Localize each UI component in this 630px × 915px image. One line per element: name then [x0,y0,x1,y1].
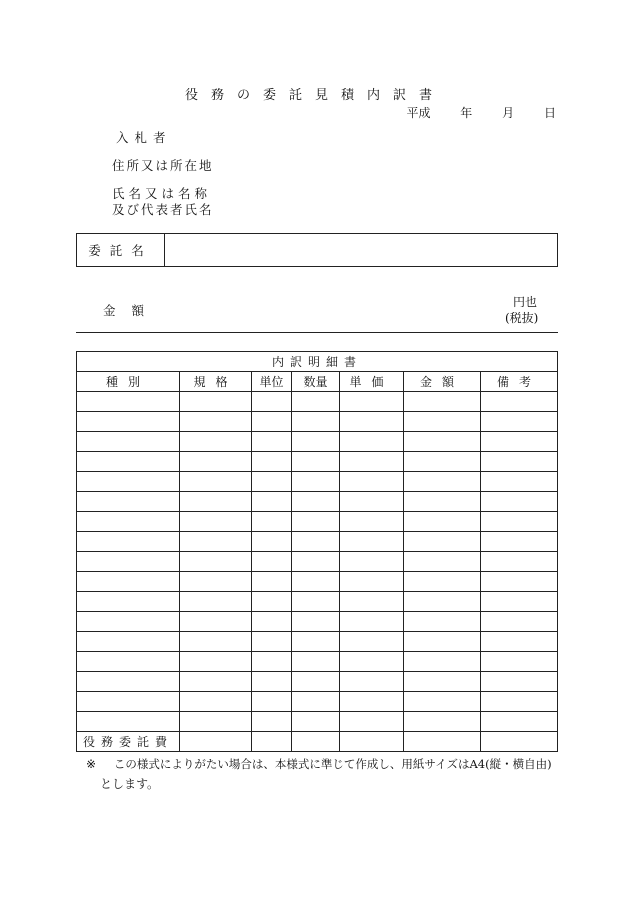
header-tani: 単位 [252,372,292,392]
table-cell[interactable] [77,392,180,412]
document-title: 役務の委託見積内訳書 [184,88,445,103]
table-cell[interactable] [77,652,180,672]
table-cell[interactable] [77,612,180,632]
table-cell[interactable] [404,652,481,672]
date-day: 日 [543,106,556,120]
table-cell[interactable] [404,712,481,732]
table-cell[interactable] [77,412,180,432]
table-cell[interactable] [481,492,558,512]
table-cell[interactable] [481,392,558,412]
footnote [88,754,568,794]
table-cell[interactable] [340,592,404,612]
table-cell[interactable] [340,492,404,512]
table-cell[interactable] [340,412,404,432]
table-cell[interactable] [292,492,340,512]
table-row [77,612,558,632]
table-cell[interactable] [77,592,180,612]
table-caption: 内訳明細書 [77,352,558,372]
table-cell[interactable] [340,632,404,652]
table-cell[interactable] [340,452,404,472]
table-cell[interactable] [180,472,252,492]
table-cell[interactable] [404,452,481,472]
table-cell[interactable] [77,492,180,512]
table-cell[interactable] [404,572,481,592]
table-row [77,572,558,592]
table-cell[interactable] [180,712,252,732]
table-cell[interactable] [340,672,404,692]
table-cell[interactable] [481,452,558,472]
table-cell[interactable] [180,532,252,552]
table-cell[interactable] [252,592,292,612]
header-tanka: 単価 [340,372,404,392]
footnote-line1: この様式によりがたい場合は、本様式に準じて作成し、用紙サイズはA4(縦・横自由) [113,757,552,771]
table-cell[interactable] [180,632,252,652]
table-cell[interactable] [404,432,481,452]
address-label: 住所又は所在地 [112,158,214,173]
table-cell[interactable] [340,472,404,492]
table-cell[interactable] [292,552,340,572]
footnote-mark: ※ [86,757,97,771]
table-cell[interactable] [481,532,558,552]
total-cell[interactable] [340,732,404,752]
table-cell[interactable] [252,652,292,672]
table-cell[interactable] [252,512,292,532]
table-cell[interactable] [481,672,558,692]
table-row [77,472,558,492]
table-cell[interactable] [340,612,404,632]
table-cell[interactable] [77,632,180,652]
total-cell[interactable] [481,732,558,752]
table-cell[interactable] [404,692,481,712]
table-cell[interactable] [292,612,340,632]
table-cell[interactable] [252,412,292,432]
table-cell[interactable] [180,452,252,472]
table-cell[interactable] [180,492,252,512]
table-cell[interactable] [340,552,404,572]
total-cell[interactable] [292,732,340,752]
table-cell[interactable] [252,472,292,492]
table-cell[interactable] [481,412,558,432]
table-cell[interactable] [481,432,558,452]
table-row [77,412,558,432]
table-cell[interactable] [404,672,481,692]
detail-table [76,351,558,752]
table-cell[interactable] [77,532,180,552]
table-cell[interactable] [481,552,558,572]
total-cell[interactable] [404,732,481,752]
table-total-row [77,732,558,752]
tax-note: (税抜) [505,311,539,325]
table-cell[interactable] [180,692,252,712]
date-era: 平成 [406,106,431,120]
table-cell[interactable] [481,612,558,632]
table-row [77,672,558,692]
table-header-row [77,372,558,392]
table-cell[interactable] [340,392,404,412]
table-cell[interactable] [404,492,481,512]
amount-unit: 円也 [513,295,538,309]
table-cell[interactable] [292,692,340,712]
header-kikaku: 規格 [180,372,252,392]
table-cell[interactable] [180,512,252,532]
table-cell[interactable] [252,632,292,652]
table-cell[interactable] [252,552,292,572]
date-year: 年 [460,106,473,120]
table-cell[interactable] [481,712,558,732]
table-row [77,652,558,672]
table-cell[interactable] [481,572,558,592]
table-cell[interactable] [340,652,404,672]
table-cell[interactable] [180,592,252,612]
table-cell[interactable] [404,592,481,612]
table-cell[interactable] [292,672,340,692]
total-label: 役務委託費 [77,732,180,752]
table-cell[interactable] [252,392,292,412]
table-body [77,392,558,732]
table-cell[interactable] [292,452,340,472]
table-cell[interactable] [292,412,340,432]
total-cell[interactable] [180,732,252,752]
table-cell[interactable] [252,672,292,692]
table-cell[interactable] [252,532,292,552]
table-row [77,492,558,512]
table-cell[interactable] [180,552,252,572]
table-cell[interactable] [292,532,340,552]
itaku-name-box [76,233,558,267]
table-cell[interactable] [180,572,252,592]
table-cell[interactable] [77,552,180,572]
table-row [77,432,558,452]
table-cell[interactable] [77,472,180,492]
header-suryo: 数量 [292,372,340,392]
table-cell[interactable] [481,632,558,652]
table-row [77,712,558,732]
table-cell[interactable] [77,572,180,592]
table-cell[interactable] [404,472,481,492]
table-cell[interactable] [404,392,481,412]
table-cell[interactable] [77,452,180,472]
table-cell[interactable] [292,472,340,492]
table-cell[interactable] [404,552,481,572]
table-cell[interactable] [404,512,481,532]
table-cell[interactable] [340,692,404,712]
bidder-label: 入札者 [116,130,172,145]
table-cell[interactable] [340,712,404,732]
table-cell[interactable] [252,452,292,472]
table-cell[interactable] [292,632,340,652]
table-cell[interactable] [77,512,180,532]
table-cell[interactable] [481,652,558,672]
table-cell[interactable] [252,492,292,512]
table-row [77,632,558,652]
table-row [77,512,558,532]
table-cell[interactable] [180,412,252,432]
table-row [77,452,558,472]
table-cell[interactable] [340,572,404,592]
footnote-line2: とします。 [100,777,160,791]
table-cell[interactable] [180,612,252,632]
table-cell[interactable] [481,512,558,532]
table-cell[interactable] [252,692,292,712]
date-line [406,104,556,121]
table-cell[interactable] [77,692,180,712]
table-row [77,552,558,572]
table-cell[interactable] [180,432,252,452]
table-cell[interactable] [180,392,252,412]
table-cell[interactable] [292,712,340,732]
table-cell[interactable] [481,472,558,492]
table-cell[interactable] [252,572,292,592]
itaku-label: 委託名 [77,234,165,266]
table-cell[interactable] [340,532,404,552]
header-shubetsu: 種別 [77,372,180,392]
table-cell[interactable] [77,672,180,692]
date-month: 月 [502,106,515,120]
name-label-line2: 及び代表者氏名 [112,202,214,217]
amount-underline [76,332,558,333]
table-cell[interactable] [292,592,340,612]
table-cell[interactable] [404,412,481,432]
header-biko: 備考 [481,372,558,392]
table-cell[interactable] [481,592,558,612]
table-cell[interactable] [340,432,404,452]
table-cell[interactable] [252,612,292,632]
header-kingaku: 金額 [404,372,481,392]
itaku-value-field[interactable] [165,234,557,266]
table-cell[interactable] [404,612,481,632]
table-cell[interactable] [404,632,481,652]
table-row [77,692,558,712]
table-cell[interactable] [292,512,340,532]
table-cell[interactable] [77,432,180,452]
table-cell[interactable] [180,672,252,692]
amount-label: 金額 [103,303,161,318]
table-cell[interactable] [481,692,558,712]
table-cell[interactable] [292,572,340,592]
table-cell[interactable] [292,432,340,452]
total-cell[interactable] [252,732,292,752]
table-row [77,592,558,612]
table-cell[interactable] [292,392,340,412]
table-cell[interactable] [404,532,481,552]
table-cell[interactable] [340,512,404,532]
table-row [77,392,558,412]
table-row [77,532,558,552]
table-cell[interactable] [77,712,180,732]
table-cell[interactable] [292,652,340,672]
table-cell[interactable] [180,652,252,672]
table-cell[interactable] [252,432,292,452]
name-label-line1: 氏名又は名称 [112,186,212,201]
table-cell[interactable] [252,712,292,732]
